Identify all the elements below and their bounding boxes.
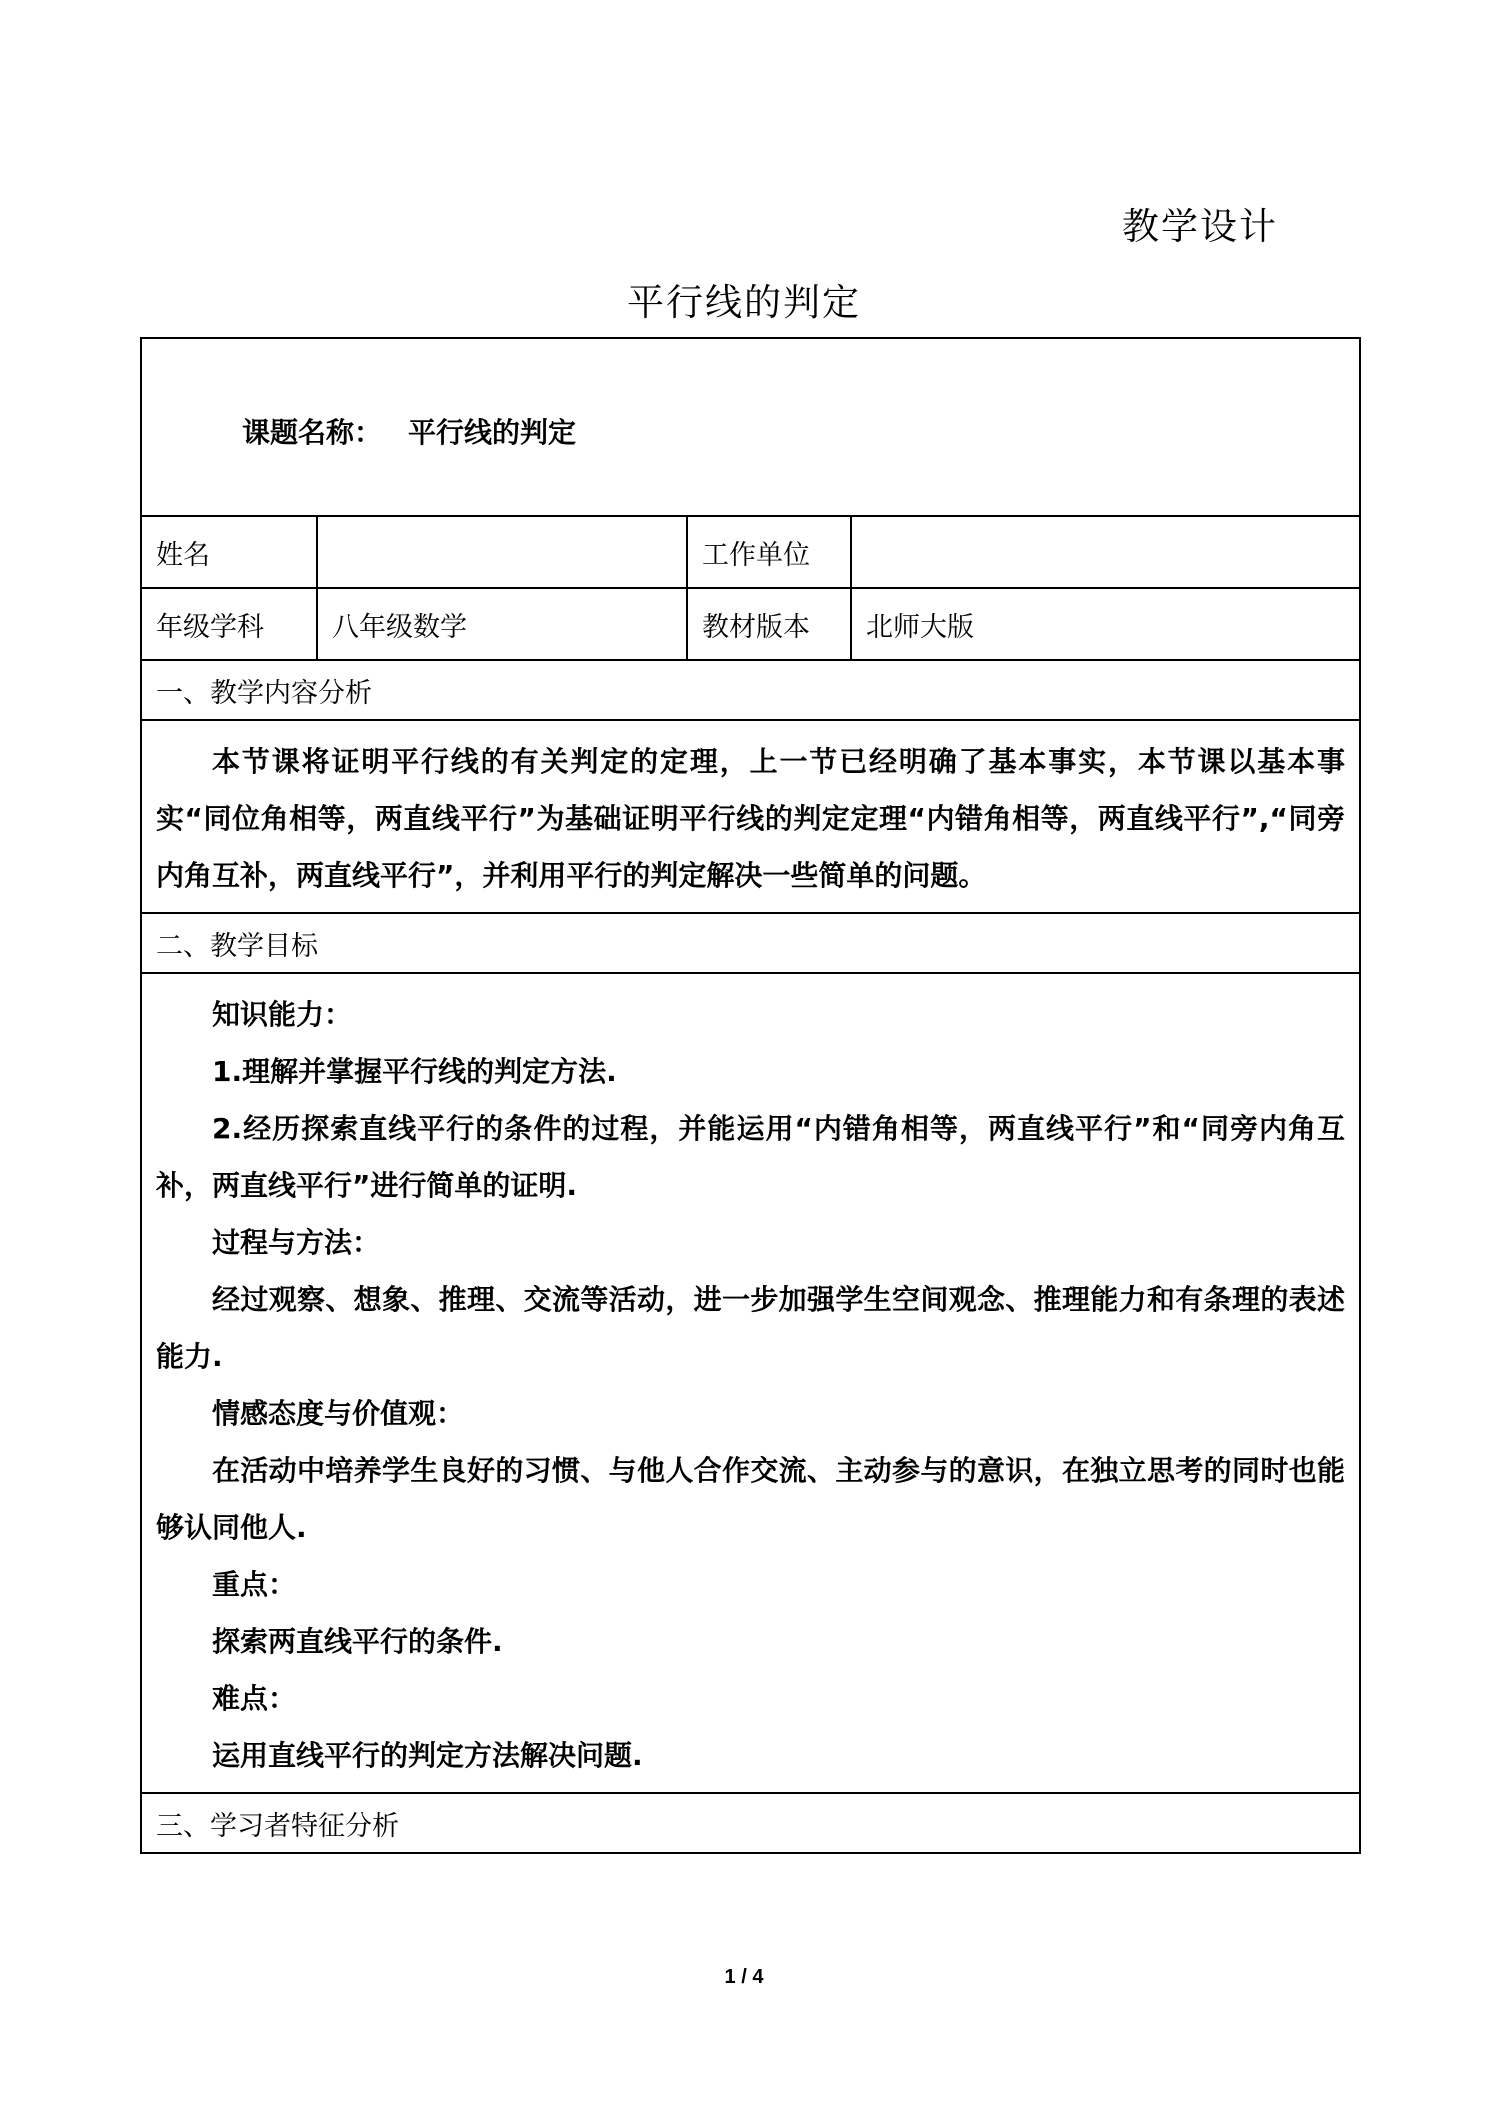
- name-value: [317, 516, 687, 588]
- section-2-content: [141, 973, 1360, 1793]
- section-1-title: 一、教学内容分析: [141, 660, 1360, 720]
- edition-value: 北师大版: [851, 588, 1360, 660]
- document-title: 平行线的判定: [627, 281, 861, 324]
- process-heading: 过程与方法：: [212, 1226, 381, 1259]
- lesson-design-table: [140, 337, 1361, 1854]
- knowledge-item-1: 1.理解并掌握平行线的判定方法.: [212, 1055, 617, 1088]
- knowledge-heading: 知识能力：: [212, 998, 353, 1031]
- document-header: 教学设计: [1122, 205, 1278, 248]
- topic-label: 课题名称：: [242, 416, 383, 449]
- grade-value: 八年级数学: [317, 588, 687, 660]
- knowledge-item-2: 2.经历探索直线平行的条件的过程，并能运用“内错角相等，两直线平行”和“同旁内角互补，两直线平行”进行简单的证明.: [156, 1112, 1346, 1202]
- unit-value: [851, 516, 1360, 588]
- emotion-heading: 情感态度与价值观：: [212, 1397, 465, 1430]
- topic-value: 平行线的判定: [408, 416, 577, 449]
- key-point-text: 探索两直线平行的条件.: [212, 1625, 503, 1658]
- section-2-title: 二、教学目标: [141, 913, 1360, 973]
- section-3-title: 三、学习者特征分析: [141, 1793, 1360, 1853]
- difficulty-heading: 难点：: [212, 1682, 297, 1715]
- page-number: 1 / 4: [724, 1966, 764, 1988]
- name-label: 姓名: [141, 516, 317, 588]
- topic-cell: [141, 338, 1360, 516]
- process-text: 经过观察、想象、推理、交流等活动，进一步加强学生空间观念、推理能力和有条理的表述能力.: [156, 1283, 1346, 1373]
- content-analysis-paragraph: 本节课将证明平行线的有关判定的定理，上一节已经明确了基本事实，本节课以基本事实“同位角相等，两直线平行”为基础证明平行线的判定定理“内错角相等，两直线平行”,“同旁内角互补，两直线平行”，并利用平行的判定解决一些简单的问题。: [156, 745, 1346, 892]
- edition-label: 教材版本: [687, 588, 851, 660]
- key-point-heading: 重点：: [212, 1568, 297, 1601]
- emotion-text: 在活动中培养学生良好的习惯、与他人合作交流、主动参与的意识，在独立思考的同时也能够认同他人.: [156, 1454, 1346, 1544]
- difficulty-text: 运用直线平行的判定方法解决问题.: [212, 1739, 643, 1772]
- unit-label: 工作单位: [687, 516, 851, 588]
- section-1-content: [141, 720, 1360, 913]
- grade-label: 年级学科: [141, 588, 317, 660]
